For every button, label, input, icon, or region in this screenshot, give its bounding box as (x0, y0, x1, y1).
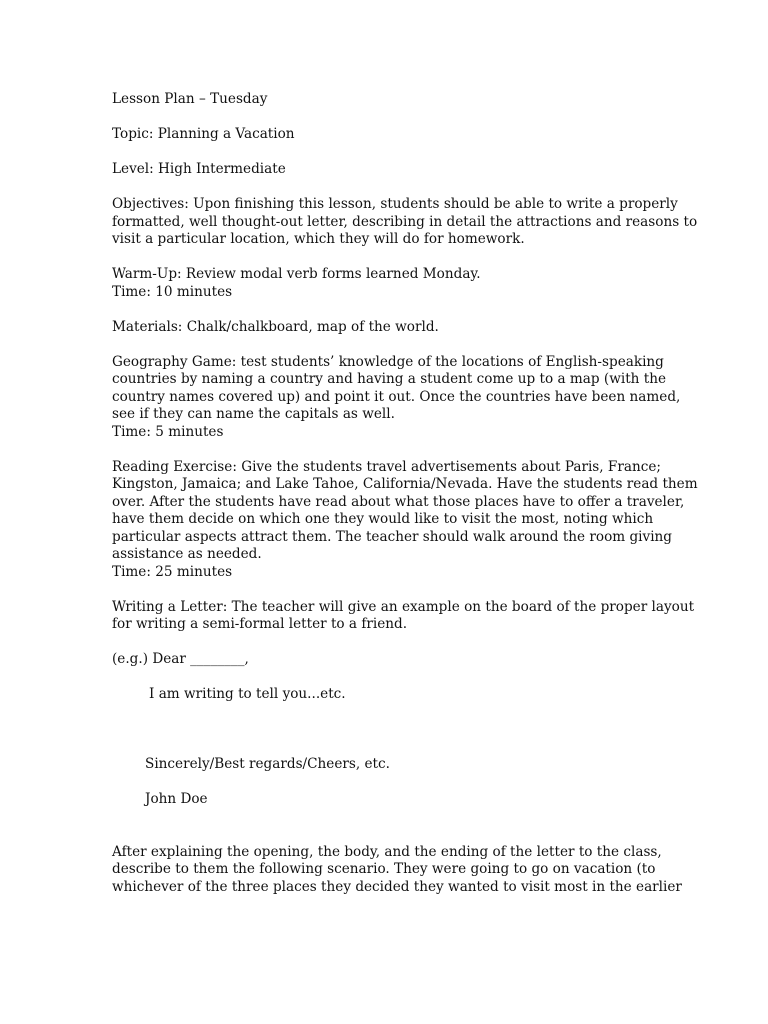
example-body (149, 686, 672, 704)
warmup-time: Time: 10 minutes (112, 283, 233, 300)
letter-spacer (112, 721, 672, 756)
writing-paragraph (112, 598, 695, 634)
after-line: describe to them the following scenario. They were going to go on vacation (to (112, 861, 656, 877)
objectives-line: Objectives: Upon finishing this lesson, students should be able to write a properly (112, 196, 678, 212)
example-closing (145, 756, 672, 774)
warmup-paragraph (112, 266, 672, 301)
reading-line: assistance as needed. (112, 546, 262, 562)
geography-time: Time: 5 minutes (112, 423, 224, 440)
reading-paragraph (112, 458, 698, 582)
after-line: After explaining the opening, the body, and the ending of the letter to the class, (112, 843, 662, 860)
after-paragraph (112, 843, 682, 897)
warmup-text: Warm-Up: Review modal verb forms learned Monday. (112, 266, 481, 282)
reading-line: over. After the students have read about what those places have to offer a traveler, (112, 493, 685, 510)
geography-line: Geography Game: test students’ knowledge of the locations of English-speaking (112, 353, 664, 370)
reading-line: Reading Exercise: Give the students travel advertisements about Paris, France; (112, 458, 661, 475)
materials-paragraph (112, 319, 672, 337)
topic-text: Topic: Planning a Vacation (112, 126, 295, 142)
title-line: Lesson Plan – Tuesday (112, 91, 268, 107)
topic-line (112, 126, 672, 144)
closing-text: Sincerely/Best regards/Cheers, etc. (145, 756, 390, 772)
signature-spacer (112, 826, 672, 844)
geography-line: country names covered up) and point it out. Once the countries have been named, (112, 388, 681, 405)
writing-line: Writing a Letter: The teacher will give an example on the board of the proper layout (112, 598, 695, 615)
geography-paragraph (112, 353, 681, 442)
objectives-line: visit a particular location, which they will do for homework. (112, 231, 525, 247)
level-line (112, 161, 672, 179)
reading-line: have them decide on which one they would like to visit the most, noting which (112, 511, 654, 527)
level-text: Level: High Intermediate (112, 161, 286, 177)
geography-line: see if they can name the capitals as well. (112, 406, 395, 422)
reading-time: Time: 25 minutes (112, 563, 233, 580)
materials-text: Materials: Chalk/chalkboard, map of the world. (112, 318, 439, 335)
objectives-line: formatted, well thought-out letter, describing in detail the attractions and reasons to (112, 213, 698, 230)
objectives-paragraph (112, 196, 698, 249)
example-body-text: I am writing to tell you...etc. (149, 686, 346, 702)
salutation-text: (e.g.) Dear ________, (112, 651, 249, 667)
writing-line: for writing a semi-formal letter to a friend. (112, 616, 408, 632)
example-signature (145, 791, 672, 809)
geography-line: countries by naming a country and having a student come up to a map (with the (112, 371, 667, 387)
example-salutation (112, 651, 672, 669)
after-line: whichever of the three places they decided they wanted to visit most in the earlier (112, 878, 682, 895)
document-page (112, 91, 698, 914)
reading-line: Kingston, Jamaica; and Lake Tahoe, California/Nevada. Have the students read them (112, 476, 698, 492)
reading-line: particular aspects attract them. The teacher should walk around the room giving (112, 528, 673, 545)
signature-text: John Doe (145, 791, 208, 807)
lesson-title (112, 91, 672, 109)
